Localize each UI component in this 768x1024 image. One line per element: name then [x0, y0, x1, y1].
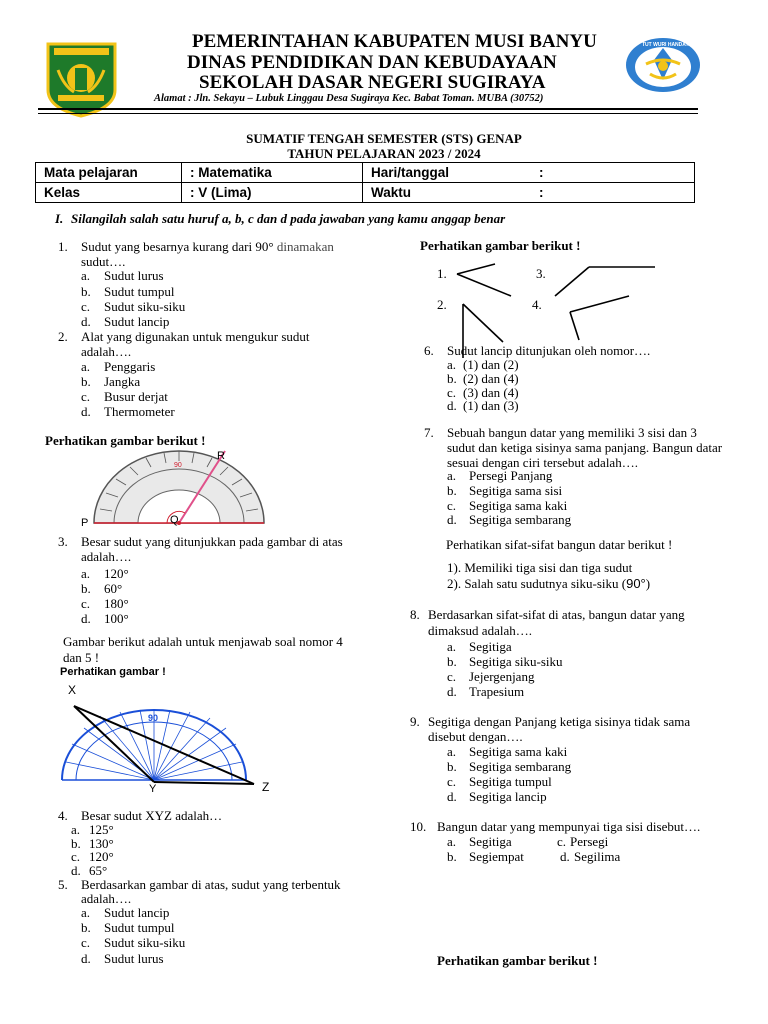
- q5-option-c-letter[interactable]: c.: [81, 935, 91, 950]
- q4-option-d: 65°: [89, 863, 108, 878]
- value-class: : V (Lima): [182, 183, 363, 203]
- right-perhatikan-1: Perhatikan gambar berikut !: [420, 238, 581, 253]
- q4-option-a-letter[interactable]: a.: [71, 822, 81, 837]
- q10-option-a-letter[interactable]: a.: [447, 834, 457, 849]
- q5-option-b-letter[interactable]: b.: [81, 920, 91, 935]
- q2-option-a: Penggaris: [104, 359, 156, 374]
- fig2-label-z: Z: [262, 780, 270, 794]
- q1-option-c: Sudut siku-siku: [104, 299, 186, 314]
- q1-option-a: Sudut lurus: [104, 268, 164, 283]
- q1-number: 1.: [58, 239, 68, 254]
- q10-option-d: Segilima: [574, 849, 621, 864]
- q2-option-a-letter[interactable]: a.: [81, 359, 91, 374]
- q7-option-d: Segitiga sembarang: [469, 512, 572, 527]
- q6-option-c: (3) dan (4): [463, 385, 519, 400]
- q2-option-c: Busur derjat: [104, 389, 168, 404]
- value-date: :: [531, 163, 695, 183]
- q1-text-2: sudut….: [81, 254, 126, 269]
- header-line-2: DINAS PENDIDIKAN DAN KEBUDAYAAN: [187, 52, 557, 73]
- q1-option-d-letter[interactable]: d.: [81, 314, 91, 329]
- q9-option-b-letter[interactable]: b.: [447, 759, 457, 774]
- q5-option-a-letter[interactable]: a.: [81, 905, 91, 920]
- q6-option-d-letter[interactable]: d.: [447, 398, 457, 413]
- logo-motto: TUT WURI HANDAYANI: [642, 42, 697, 48]
- q8-option-c: Jejergenjang: [469, 669, 535, 684]
- q7-option-d-letter[interactable]: d.: [447, 512, 457, 527]
- q7-text-2: sudut dan ketiga sisinya sama panjang. Bangun datar: [447, 440, 723, 455]
- label-date: Hari/tanggal: [363, 163, 532, 183]
- q9-option-d-letter[interactable]: d.: [447, 789, 457, 804]
- value-time: :: [531, 183, 695, 203]
- q2-number: 2.: [58, 329, 68, 344]
- q9-text-2: disebut dengan….: [428, 729, 523, 744]
- instruction-number: I.: [55, 211, 64, 226]
- exam-year: TAHUN PELAJARAN 2023 / 2024: [287, 146, 481, 161]
- exam-info-table: [35, 162, 695, 203]
- q4-option-a: 125°: [89, 822, 114, 837]
- q1-option-b-letter[interactable]: b.: [81, 284, 91, 299]
- right-perhatikan-2: Perhatikan gambar berikut !: [437, 953, 598, 968]
- q4-option-c: 120°: [89, 849, 114, 864]
- q8-option-a-letter[interactable]: a.: [447, 639, 457, 654]
- q9-option-c: Segitiga tumpul: [469, 774, 552, 789]
- angle-label-2: 2.: [437, 297, 447, 312]
- q7-option-a: Persegi Panjang: [469, 468, 553, 483]
- q3-option-d-letter[interactable]: d.: [81, 611, 91, 626]
- q9-option-c-letter[interactable]: c.: [447, 774, 457, 789]
- q6-text: Sudut lancip ditunjukan oleh nomor….: [447, 343, 651, 358]
- left-perhatikan-2: Perhatikan gambar !: [60, 666, 166, 678]
- q2-text: Alat yang digunakan untuk mengukur sudut: [81, 329, 310, 344]
- fig2-label-x: X: [68, 683, 77, 697]
- q2-option-b: Jangka: [104, 374, 141, 389]
- q8-option-c-letter[interactable]: c.: [447, 669, 457, 684]
- q6-option-b: (2) dan (4): [463, 371, 519, 386]
- q9-text: Segitiga dengan Panjang ketiga sisinya tidak sama: [428, 714, 691, 729]
- q1-option-b: Sudut tumpul: [104, 284, 175, 299]
- q10-option-c: Persegi: [570, 834, 609, 849]
- q1-option-c-letter[interactable]: c.: [81, 299, 91, 314]
- header-line-1: PEMERINTAHAN KABUPATEN MUSI BANYU: [192, 31, 597, 52]
- q5-number: 5.: [58, 877, 68, 892]
- q1-option-d: Sudut lancip: [104, 314, 170, 329]
- q7-text-3: sesuai dengan ciri tersebut adalah….: [447, 455, 638, 470]
- label-class: Kelas: [36, 183, 182, 203]
- sifat-1: 1). Memiliki tiga sisi dan tiga sudut: [447, 560, 633, 575]
- q6-option-a: (1) dan (2): [463, 357, 519, 372]
- sifat-2: 2). Salah satu sudutnya siku-siku (90°): [447, 576, 651, 591]
- q7-text: Sebuah bangun datar yang memiliki 3 sisi dan 3: [447, 425, 697, 440]
- q7-option-c: Segitiga sama kaki: [469, 498, 568, 513]
- q4-option-b-letter[interactable]: b.: [71, 836, 81, 851]
- q2-option-d-letter[interactable]: d.: [81, 404, 91, 419]
- school-address: Alamat : Jln. Sekayu – Lubuk Linggau Desa Sugiraya Kec. Babat Toman. MUBA (30752): [154, 93, 544, 104]
- label-subject: Mata pelajaran: [36, 163, 182, 183]
- q8-option-b-letter[interactable]: b.: [447, 654, 457, 669]
- q3-number: 3.: [58, 534, 68, 549]
- q8-option-d: Trapesium: [469, 684, 525, 699]
- q9-option-a-letter[interactable]: a.: [447, 744, 457, 759]
- q6-option-a-letter[interactable]: a.: [447, 357, 457, 372]
- q4-text: Besar sudut XYZ adalah…: [81, 808, 223, 823]
- intro-q4-q5: Gambar berikut adalah untuk menjawab soal nomor 4: [63, 634, 343, 649]
- q10-number: 10.: [410, 819, 427, 834]
- q2-option-d: Thermometer: [104, 404, 175, 419]
- left-perhatikan-1: Perhatikan gambar berikut !: [45, 433, 206, 448]
- q3-option-d: 100°: [104, 611, 129, 626]
- q3-option-a-letter[interactable]: a.: [81, 566, 91, 581]
- q5-option-d: Sudut lurus: [104, 951, 164, 966]
- q6-option-c-letter[interactable]: c.: [447, 385, 457, 400]
- q10-option-a: Segitiga: [469, 834, 512, 849]
- q3-option-c: 180°: [104, 596, 129, 611]
- angle-label-4: 4.: [532, 297, 542, 312]
- exam-title: SUMATIF TENGAH SEMESTER (STS) GENAP: [246, 131, 522, 146]
- angle-label-3: 3.: [536, 266, 546, 281]
- q3-text: Besar sudut yang ditunjukkan pada gambar di atas: [81, 534, 343, 549]
- q5-option-a: Sudut lancip: [104, 905, 170, 920]
- q3-option-b: 60°: [104, 581, 123, 596]
- header-divider: [38, 108, 698, 114]
- q8-option-a: Segitiga: [469, 639, 512, 654]
- q8-text-2: dimaksud adalah….: [428, 623, 532, 638]
- angle-label-1: 1.: [437, 266, 447, 281]
- q7-option-c-letter[interactable]: c.: [447, 498, 457, 513]
- q4-option-c-letter[interactable]: c.: [71, 849, 81, 864]
- intro-q4-q5-2: dan 5 !: [63, 650, 100, 665]
- q9-option-d: Segitiga lancip: [469, 789, 547, 804]
- q10-text: Bangun datar yang mempunyai tiga sisi disebut….: [437, 819, 701, 834]
- q6-option-d: (1) dan (3): [463, 398, 519, 413]
- q5-option-c: Sudut siku-siku: [104, 935, 186, 950]
- q5-option-d-letter[interactable]: d.: [81, 951, 91, 966]
- q10-option-d-letter[interactable]: d.: [560, 849, 570, 864]
- q9-option-b: Segitiga sembarang: [469, 759, 572, 774]
- q7-option-b: Segitiga sama sisi: [469, 483, 563, 498]
- q9-number: 9.: [410, 714, 420, 729]
- q7-number: 7.: [424, 425, 434, 440]
- protractor-figure-2: [60, 704, 270, 790]
- svg-text:90: 90: [174, 462, 182, 469]
- q8-option-d-letter[interactable]: d.: [447, 684, 457, 699]
- q8-number: 8.: [410, 607, 420, 622]
- q7-option-a-letter[interactable]: a.: [447, 468, 457, 483]
- q6-option-b-letter[interactable]: b.: [447, 371, 457, 386]
- q9-option-a: Segitiga sama kaki: [469, 744, 568, 759]
- q10-option-b: Segiempat: [469, 849, 524, 864]
- q4-option-d-letter[interactable]: d.: [71, 863, 81, 878]
- q3-option-a: 120°: [104, 566, 129, 581]
- q2-option-c-letter[interactable]: c.: [81, 389, 91, 404]
- q8-option-b: Segitiga siku-siku: [469, 654, 563, 669]
- fig1-label-p: P: [81, 517, 89, 529]
- header-line-3: SEKOLAH DASAR NEGERI SUGIRAYA: [199, 72, 546, 93]
- protractor-figure-1: [88, 449, 270, 529]
- sifat-intro: Perhatikan sifat-sifat bangun datar berikut !: [446, 537, 673, 552]
- q1-text: Sudut yang besarnya kurang dari 90° dinamakan: [81, 239, 334, 254]
- q5-text: Berdasarkan gambar di atas, sudut yang terbentuk: [81, 877, 341, 892]
- label-time: Waktu: [363, 183, 532, 203]
- q10-option-b-letter[interactable]: b.: [447, 849, 457, 864]
- fig2-label-y: Y: [149, 783, 157, 795]
- q3-text-2: adalah….: [81, 549, 132, 564]
- q5-option-b: Sudut tumpul: [104, 920, 175, 935]
- fig1-label-r: R: [217, 450, 225, 462]
- q2-option-b-letter[interactable]: b.: [81, 374, 91, 389]
- q4-option-b: 130°: [89, 836, 114, 851]
- instruction-text: Silangilah salah satu huruf a, b, c dan d pada jawaban yang kamu anggap benar: [71, 211, 506, 226]
- regency-logo: [44, 40, 119, 118]
- q10-option-c-letter[interactable]: c.: [557, 834, 567, 849]
- q6-number: 6.: [424, 343, 434, 358]
- q1-option-a-letter[interactable]: a.: [81, 268, 91, 283]
- q5-text-2: adalah….: [81, 891, 132, 906]
- q2-text-2: adalah….: [81, 344, 132, 359]
- q4-number: 4.: [58, 808, 68, 823]
- value-subject: : Matematika: [182, 163, 363, 183]
- q3-option-b-letter[interactable]: b.: [81, 581, 91, 596]
- q8-text: Berdasarkan sifat-sifat di atas, bangun datar yang: [428, 607, 685, 622]
- q3-option-c-letter[interactable]: c.: [81, 596, 91, 611]
- q7-option-b-letter[interactable]: b.: [447, 483, 457, 498]
- fig2-label-90: 90: [148, 713, 159, 723]
- fig1-label-q: Q: [170, 514, 179, 526]
